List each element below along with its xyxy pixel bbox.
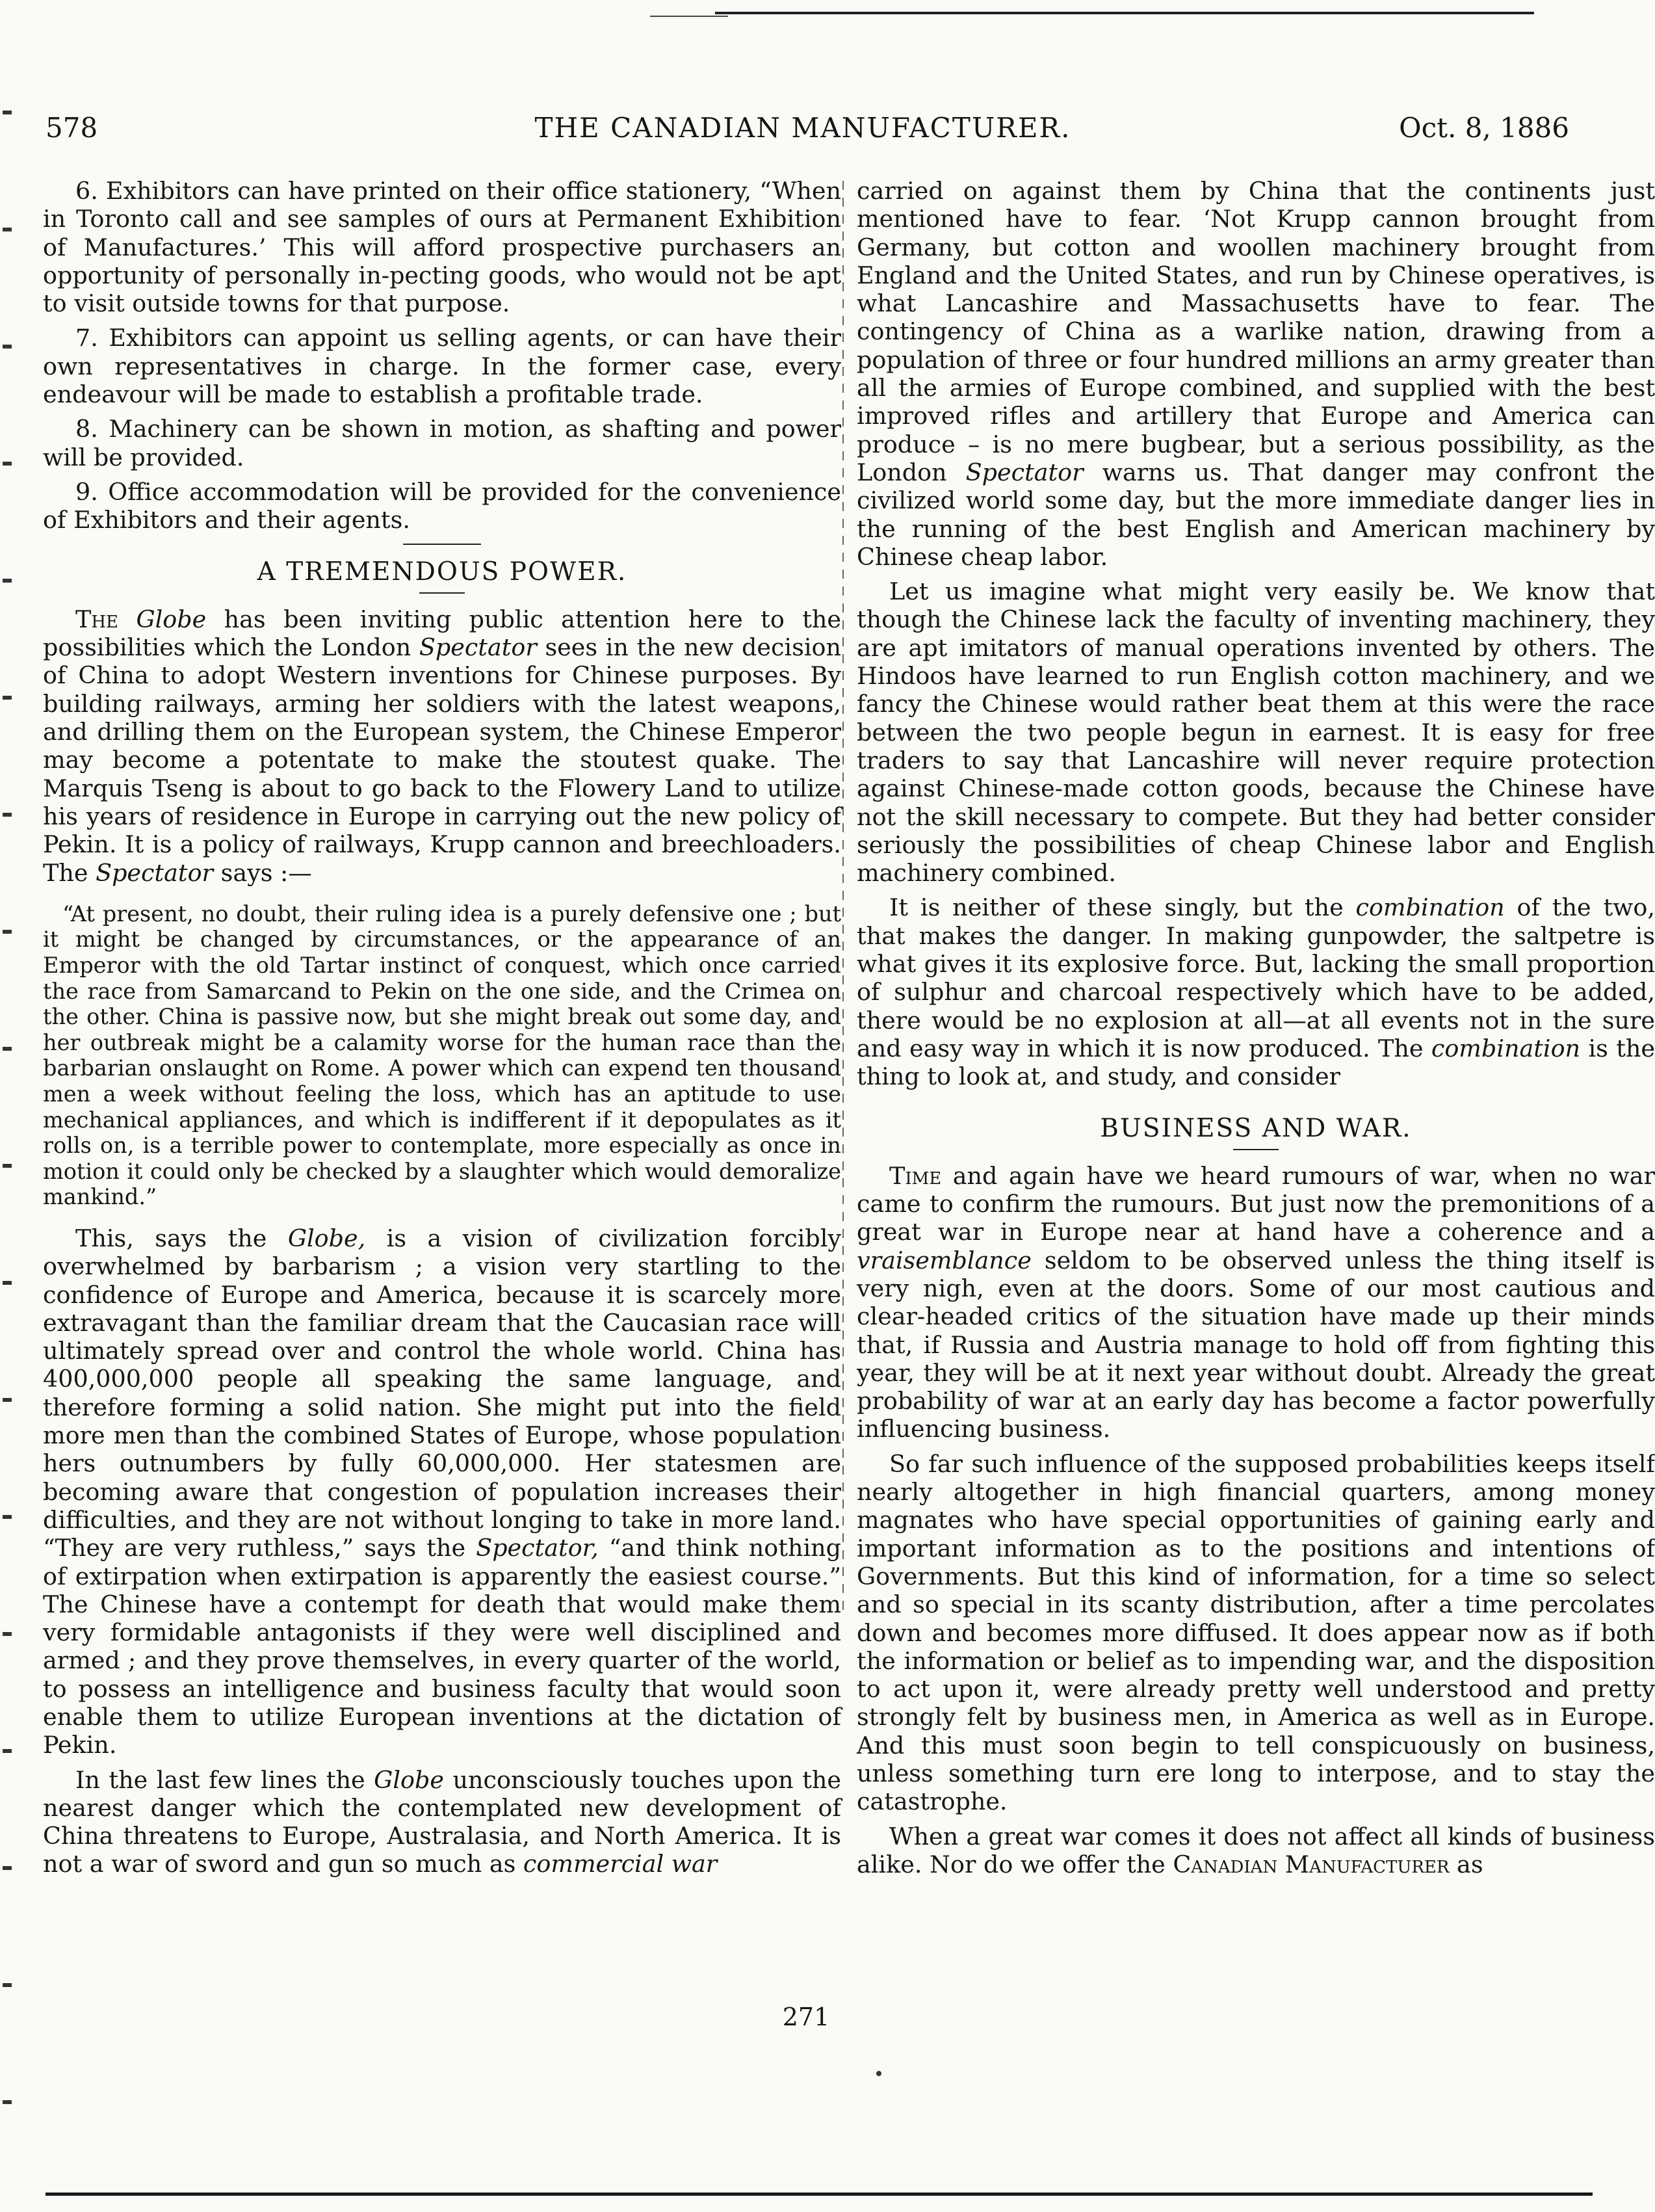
- exhibitor-item-6: 6. Exhibitors can have printed on their office stationery, “When in Toronto call and see samples of ours at Permanent Exhibition of Manufactures.’ This will afford prospective purchasers an opportunity of personally in-pecting goods, who would not be apt to visit outside towns for that purpose.: [43, 177, 841, 318]
- exhibitor-item-9: 9. Office accommodation will be provided for the convenience of Exhibitors and their agents.: [43, 477, 841, 534]
- financial-quarters-paragraph: So far such influence of the supposed probabilities keeps itself nearly altogether in high financial quarters, among money magnates who have special opportunities of gaining early and important information as to the positions and intentions of Governments. But this kind of information, for a time so select and so special in its scanty distribution, after a time percolates down and becomes more diffused. It does appear now as if both the information or belief as to impending war, and the disposition to act upon it, were already pretty well understood and pretty strongly felt by business men, in America as well as in Europe. And this must soon begin to tell conspicuously on business, unless something turn ere long to interpose, and to stay the catastrophe.: [857, 1449, 1655, 1816]
- print-speck: [876, 2071, 881, 2076]
- heading-underline: [1233, 1149, 1279, 1150]
- combination-paragraph: It is neither of these singly, but the combination of the two, that makes the danger. In making gunpowder, the saltpetre is what gives it its explosive force. But, lacking the small proportion of sulphur and charcoal respectively which have to be added, there would be no explosion at all—at all events not in the sure and easy way in which it is now produced. The combination is the thing to look at, and study, and consider: [857, 893, 1655, 1091]
- column-separator: [842, 181, 844, 1611]
- exhibitor-item-8: 8. Machinery can be shown in motion, as shafting and power will be provided.: [43, 415, 841, 471]
- continuation-paragraph: carried on against them by China that the continents just mentioned have to fear. ‘Not Krupp cannon brought from Germany, but cotton and woollen machinery brought from England and the United States, and run by Chinese operatives, is what Lancashire and Massachusetts have to fear. The contingency of China as a warlike nation, drawing from a population of three or four hundred millions an army greater than all the armies of Europe combined, and supplied with the best improved rifles and artillery that Europe and America can produce – is no mere bugbear, but a serious possibility, as the London Spectator warns us. That danger may confront the civilized world some day, but the more immediate danger lies in the running of the best English and American machinery by Chinese cheap labor.: [857, 177, 1655, 571]
- section-divider: [403, 544, 481, 545]
- spectator-quote: [43, 901, 841, 1210]
- left-column: [43, 177, 841, 1885]
- top-edge-rule: [715, 12, 1534, 14]
- top-edge-rule-short: [650, 16, 728, 17]
- folio-number: 271: [782, 2003, 830, 2031]
- last-lines-paragraph: In the last few lines the Globe unconsciously touches upon the nearest danger which the contemplated new development of China threatens to Europe, Australasia, and North America. It is not a war of sword and gun so much as commercial war: [43, 1765, 841, 1878]
- publication-title: THE CANADIAN MANUFACTURER.: [534, 112, 1071, 144]
- scan-edge-marks: [3, 52, 12, 2133]
- great-war-paragraph: When a great war comes it does not affect all kinds of business alike. Nor do we offer the Canadian Manufacturer as: [857, 1822, 1655, 1878]
- article-heading-tremendous-power: A TREMENDOUS POWER.: [257, 557, 627, 586]
- article-intro-paragraph: The Globe has been inviting public attention here to the possibilities which the London Spectator sees in the new decision of China to adopt Western inventions for Chinese purposes. By building railways, arming her soldiers with the latest weapons, and drilling them on the European system, the Chinese Emperor may become a potentate to make the stoutest quake. The Marquis Tseng is about to go back to the Flowery Land to utilize his years of residence in Europe in carrying out the new policy of Pekin. It is a policy of railways, Krupp cannon and breechloaders. The Spectator says :—: [43, 605, 841, 887]
- imagine-paragraph: Let us imagine what might very easily be. We know that though the Chinese lack the faculty of inventing machinery, they are apt imitators of manual operations invented by others. The Hindoos have learned to run English cotton machinery, and we fancy the Chinese would rather beat them at this were the race between the two people begun in earnest. It is easy for free traders to say that Lancashire will never require protection against Chinese-made cotton goods, because the Chinese have not the skill necessary to compete. But they had better consider seriously the possibilities of cheap Chinese labor and English machinery combined.: [857, 577, 1655, 888]
- globe-paragraph: This, says the Globe, is a vision of civilization forcibly overwhelmed by barbarism ; a vision very startling to the confidence of Europe and America, because it is scarcely more extravagant than the familiar dream that the Caucasian race will ultimately spread over and control the whole world. China has 400,000,000 people all speaking the same language, and therefore forming a solid nation. She might put into the field more men than the combined States of Europe, whose population hers outnumbers by fully 60,000,000. Her statesmen are becoming aware that congestion of population increases their difficulties, and they are not without longing to take in more land. “They are very ruthless,” says the Spectator, “and think nothing of extirpation when extirpation is apparently the easiest course.” The Chinese have a contempt for death that would make them very formidable antagonists if they were well disciplined and armed ; and they prove themselves, in every quarter of the world, to possess an intelligence and business faculty that would soon enable them to utilize European inventions at the dictation of Pekin.: [43, 1224, 841, 1759]
- issue-date: Oct. 8, 1886: [1399, 112, 1569, 144]
- page-header: [26, 112, 1580, 151]
- quote-text: “At present, no doubt, their ruling idea is a purely defensive one ; but it might be changed by circumstances, or the appearance of an Emperor with the old Tartar instinct of conquest, which once carried the race from Samarcand to Pekin on the one side, and the Crimea on the other. China is passive now, but she might break out some day, and her outbreak might be a calamity worse for the human race than the barbarian onslaught on Rome. A power which can expend ten thousand men a week without feeling the loss, which has an aptitude to use mechanical appliances, and which is indifferent if it depopulates as it rolls on, is a terrible power to contemplate, more especially as once in motion it could only be checked by a slaughter which would demoralize mankind.”: [43, 901, 841, 1210]
- bottom-edge-rule: [46, 2192, 1593, 2196]
- rumours-paragraph: Time and again have we heard rumours of war, when no war came to confirm the rumours. But just now the premonitions of a great war in Europe near at hand have a coherence and a vraisemblance seldom to be observed unless the thing itself is very nigh, even at the doors. Some of our most cautious and clear-headed critics of the situation have made up their minds that, if Russia and Austria manage to hold off from fighting this year, they will be at it next year without doubt. Already the great probability of war at an early day has become a factor powerfully influencing business.: [857, 1161, 1655, 1443]
- exhibitor-item-7: 7. Exhibitors can appoint us selling agents, or can have their own representatives in charge. In the former case, every endeavour will be made to establish a profitable trade.: [43, 324, 841, 409]
- page-number: 578: [46, 112, 98, 144]
- right-column: [857, 177, 1655, 1885]
- heading-underline: [419, 592, 465, 594]
- article-heading-business-and-war: BUSINESS AND WAR.: [1100, 1113, 1412, 1143]
